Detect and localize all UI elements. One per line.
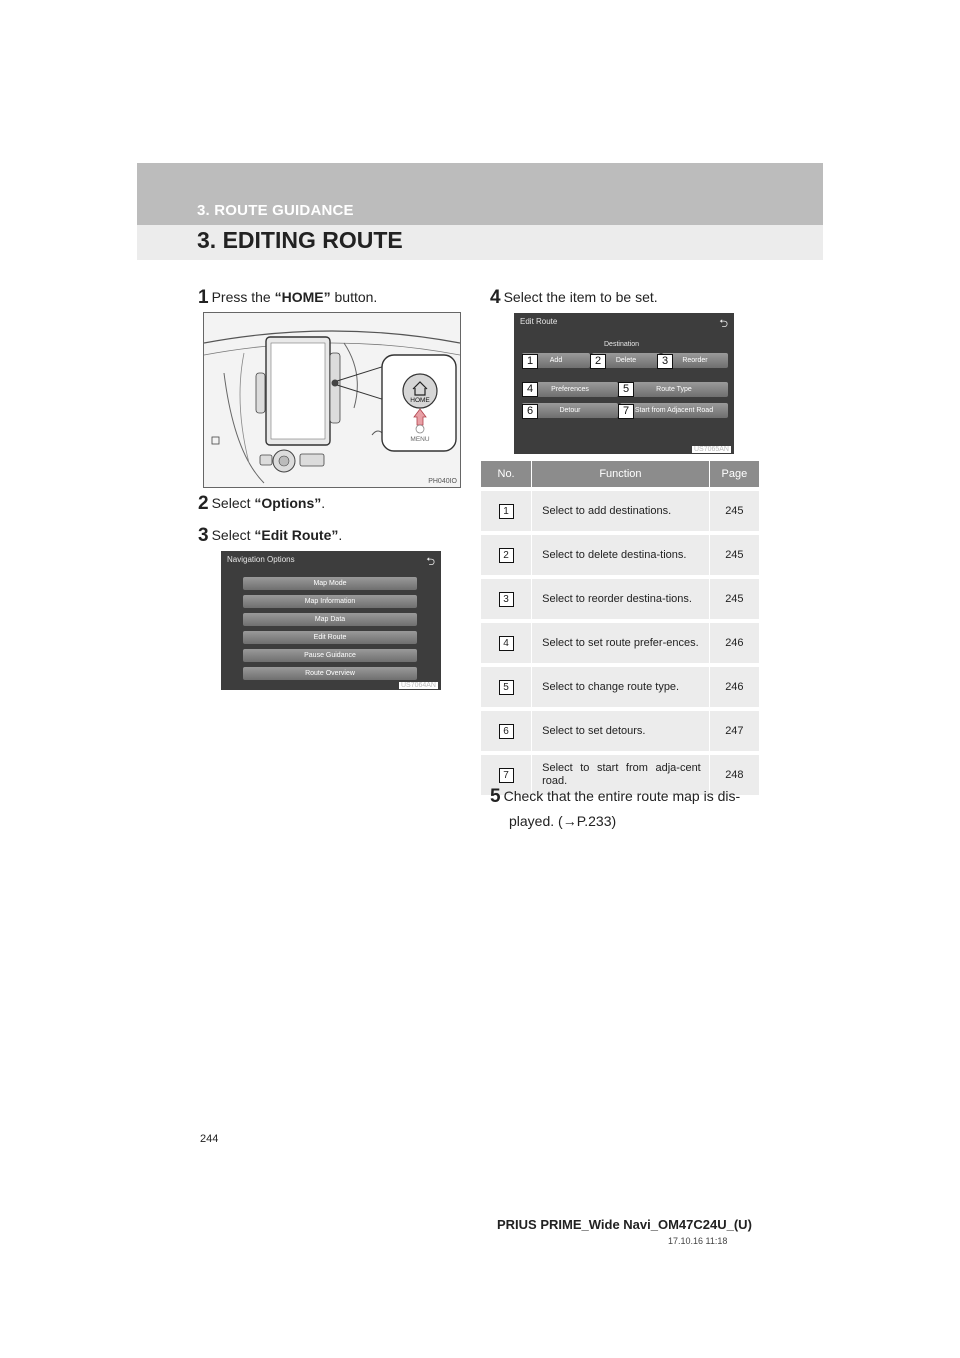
- row-function: Select to start from adja-cent road.: [532, 753, 710, 795]
- page-number: 244: [200, 1133, 219, 1145]
- detour-button[interactable]: Detour: [522, 403, 618, 418]
- row-function: Select to set route prefer-ences.: [532, 621, 710, 665]
- menu-button-label: MENU: [410, 436, 430, 443]
- step-text: Select the item to be set.: [503, 289, 658, 305]
- route-type-button[interactable]: Route Type: [620, 382, 728, 397]
- row-page: 245: [709, 489, 759, 533]
- preferences-button[interactable]: Preferences: [522, 382, 618, 397]
- callout-5: 5: [618, 382, 634, 397]
- step-number: 5: [490, 786, 501, 807]
- back-arrow-icon[interactable]: ⮌: [719, 318, 728, 330]
- dashboard-illustration: [204, 313, 460, 487]
- car-dashboard-figure: [203, 312, 461, 488]
- row-function: Select to reorder destina-tions.: [532, 577, 710, 621]
- function-table: [481, 461, 759, 795]
- callout-3: 3: [657, 354, 673, 369]
- destination-label: Destination: [604, 341, 640, 348]
- callout-1: 1: [522, 354, 538, 369]
- pause-guidance-button[interactable]: Pause Guidance: [243, 649, 417, 662]
- row-page: 245: [709, 577, 759, 621]
- route-overview-button[interactable]: Route Overview: [243, 667, 417, 680]
- add-button[interactable]: Add: [522, 353, 590, 368]
- step-text: .: [338, 527, 343, 543]
- step-3: [198, 525, 342, 547]
- table-row: [481, 577, 759, 621]
- row-number: 4: [499, 636, 514, 651]
- delete-button[interactable]: Delete: [592, 353, 660, 368]
- row-page: 247: [709, 709, 759, 753]
- home-button-label: HOME: [410, 397, 430, 404]
- start-from-adjacent-road-button[interactable]: Start from Adjacent Road: [620, 403, 728, 418]
- row-page: 246: [709, 665, 759, 709]
- callout-6: 6: [522, 404, 538, 419]
- figure-code: US7065AN: [693, 446, 729, 453]
- table-row: [481, 489, 759, 533]
- print-timestamp: 17.10.16 11:18: [668, 1236, 728, 1246]
- step-keyword: “HOME”: [274, 289, 331, 305]
- step-text: Press the: [211, 289, 275, 305]
- step-4: [490, 287, 658, 309]
- table-row: [481, 709, 759, 753]
- table-header-row: [481, 461, 759, 489]
- column-header-function: Function: [532, 461, 710, 489]
- step-number: 1: [198, 287, 209, 308]
- step-number: 3: [198, 525, 209, 546]
- edit-route-screen: [514, 313, 734, 454]
- step-2: [198, 493, 325, 515]
- row-page: 246: [709, 621, 759, 665]
- map-information-button[interactable]: Map Information: [243, 595, 417, 608]
- figure-code: US7064AN: [400, 682, 436, 689]
- step-text: Select: [211, 495, 255, 511]
- row-function: Select to set detours.: [532, 709, 710, 753]
- step-1: [198, 287, 377, 309]
- row-number: 6: [499, 724, 514, 739]
- map-mode-button[interactable]: Map Mode: [243, 577, 417, 590]
- row-function: Select to change route type.: [532, 665, 710, 709]
- step-5: [490, 784, 740, 833]
- step-number: 2: [198, 493, 209, 514]
- step-text: .: [321, 495, 326, 511]
- row-function: Select to add destinations.: [532, 489, 710, 533]
- figure-code: PH040IO: [428, 478, 457, 485]
- row-number: 1: [499, 504, 514, 519]
- row-number: 2: [499, 548, 514, 563]
- row-number: 7: [499, 768, 514, 783]
- step-keyword: “Edit Route”: [254, 527, 339, 543]
- row-page: 245: [709, 533, 759, 577]
- screen-title: Navigation Options: [227, 555, 295, 564]
- screen-title: Edit Route: [520, 317, 558, 326]
- row-page: 248: [709, 753, 759, 795]
- page-title: 3. EDITING ROUTE: [197, 227, 403, 253]
- step-text: Select: [211, 527, 255, 543]
- step-text: button.: [330, 289, 378, 305]
- callout-4: 4: [522, 382, 538, 397]
- map-data-button[interactable]: Map Data: [243, 613, 417, 626]
- step-number: 4: [490, 287, 501, 308]
- row-number: 3: [499, 592, 514, 607]
- document-id: PRIUS PRIME_Wide Navi_OM47C24U_(U): [497, 1217, 752, 1232]
- edit-route-button[interactable]: Edit Route: [243, 631, 417, 644]
- column-header-page: Page: [709, 461, 759, 489]
- column-header-no: No.: [481, 461, 532, 489]
- step-text: played. (→P.233): [509, 813, 617, 829]
- table-row: [481, 533, 759, 577]
- row-number: 5: [499, 680, 514, 695]
- callout-7: 7: [618, 404, 634, 419]
- step-text: Check that the entire route map is dis-: [503, 788, 741, 804]
- back-arrow-icon[interactable]: ⮌: [426, 556, 435, 568]
- step-keyword: “Options”: [254, 495, 322, 511]
- table-row: [481, 621, 759, 665]
- navigation-options-screen: [221, 551, 441, 690]
- reorder-button[interactable]: Reorder: [662, 353, 728, 368]
- section-label: 3. ROUTE GUIDANCE: [197, 202, 354, 219]
- callout-2: 2: [590, 354, 606, 369]
- row-function: Select to delete destina-tions.: [532, 533, 710, 577]
- table-row: [481, 665, 759, 709]
